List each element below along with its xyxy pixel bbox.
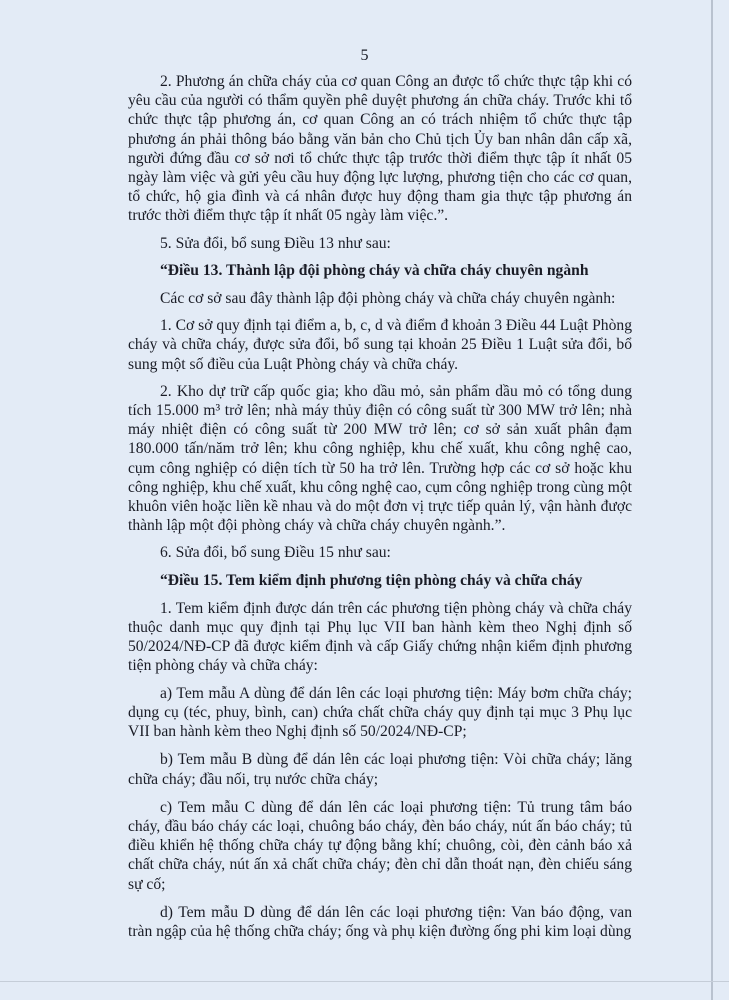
list-item: d) Tem mẫu D dùng để dán lên các loại phương tiện: Van báo động, van tràn ngập của hệ thống chữa cháy; ống và phụ kiện đường ống phi kim loại dùng xyxy=(128,903,632,940)
page-edge-bottom xyxy=(0,981,729,982)
paragraph: 6. Sửa đổi, bổ sung Điều 15 như sau: xyxy=(160,544,391,562)
document-body xyxy=(128,72,632,950)
page-number: 5 xyxy=(360,47,369,64)
paragraph: 2. Kho dự trữ cấp quốc gia; kho dầu mỏ, sản phẩm dầu mỏ có tổng dung tích 15.000 m³ trở lên; nhà máy thủy điện có công suất từ 300 MW trở lên; nhà máy nhiệt điện có công suất từ 200 MW trở lên; cơ sở sản xuất phân đạm 180.000 tấn/năm trở lên; khu công nghiệp, khu chế xuất, khu công nghệ cao, cụm công nghiệp có diện tích từ 50 ha trở lên. Trường hợp các cơ sở hoặc khu công nghiệp, khu chế xuất, khu công nghệ cao, cụm công nghiệp trong cùng một khuôn viên hoặc liền kề nhau và do một đơn vị trực tiếp quản lý, vận hành được thành lập một đội phòng cháy và chữa cháy chuyên ngành.”. xyxy=(128,382,632,535)
paragraph: 1. Cơ sở quy định tại điểm a, b, c, d và điểm đ khoản 3 Điều 44 Luật Phòng cháy và chữa cháy, được sửa đổi, bổ sung tại khoản 25 Điều 1 Luật sửa đổi, bổ sung một số điều của Luật Phòng cháy và chữa cháy. xyxy=(128,317,632,373)
list-item: b) Tem mẫu B dùng để dán lên các loại phương tiện: Vòi chữa cháy; lăng chữa cháy; đầu nối, trụ nước chữa cháy; xyxy=(128,751,632,788)
paragraph: 2. Phương án chữa cháy của cơ quan Công an được tổ chức thực tập khi có yêu cầu của người có thẩm quyền phê duyệt phương án chữa cháy. Trước khi tổ chức thực tập phương án, cơ quan Công an có trách nhiệm tổ chức thực tập phương án phải thông báo bằng văn bản cho Chủ tịch Ủy ban nhân dân cấp xã, người đứng đầu cơ sở nơi tổ chức thực tập trước thời điểm thực tập ít nhất 05 ngày làm việc và gửi yêu cầu huy động lực lượng, phương tiện cho các cơ quan, tổ chức, hộ gia đình và cá nhân được huy động tham gia thực tập phương án trước thời điểm thực tập ít nhất 05 ngày làm việc.”. xyxy=(128,73,632,225)
paragraph: 1. Tem kiểm định được dán trên các phương tiện phòng cháy và chữa cháy thuộc danh mục quy định tại Phụ lục VII ban hành kèm theo Nghị định số 50/2024/NĐ-CP đã được kiểm định và cấp Giấy chứng nhận kiểm định phương tiện phòng cháy và chữa cháy: xyxy=(128,599,632,675)
paragraph: 5. Sửa đổi, bổ sung Điều 13 như sau: xyxy=(160,234,391,252)
list-item: a) Tem mẫu A dùng để dán lên các loại phương tiện: Máy bơm chữa cháy; dụng cụ (téc, phuy, bình, can) chứa chất chữa cháy quy định tại mục 3 Phụ lục VII ban hành kèm theo Nghị định số 50/2024/NĐ-CP; xyxy=(128,684,632,741)
list-item: c) Tem mẫu C dùng để dán lên các loại phương tiện: Tủ trung tâm báo cháy, đầu báo cháy các loại, chuông báo cháy, đèn báo cháy, nút ấn báo cháy; tủ điều khiển hệ thống chữa cháy tự động bằng khí; chuông, còi, đèn cảnh báo xả chất chữa cháy, nút ấn xả chất chữa cháy; đèn chỉ dẫn thoát nạn, đèn chiếu sáng sự cố; xyxy=(128,798,632,893)
article-heading: “Điều 15. Tem kiểm định phương tiện phòng cháy và chữa cháy xyxy=(160,571,583,589)
article-heading: “Điều 13. Thành lập đội phòng cháy và chữa cháy chuyên ngành xyxy=(160,261,589,279)
paragraph: Các cơ sở sau đây thành lập đội phòng cháy và chữa cháy chuyên ngành: xyxy=(160,290,616,308)
page-edge-right xyxy=(711,0,713,1000)
